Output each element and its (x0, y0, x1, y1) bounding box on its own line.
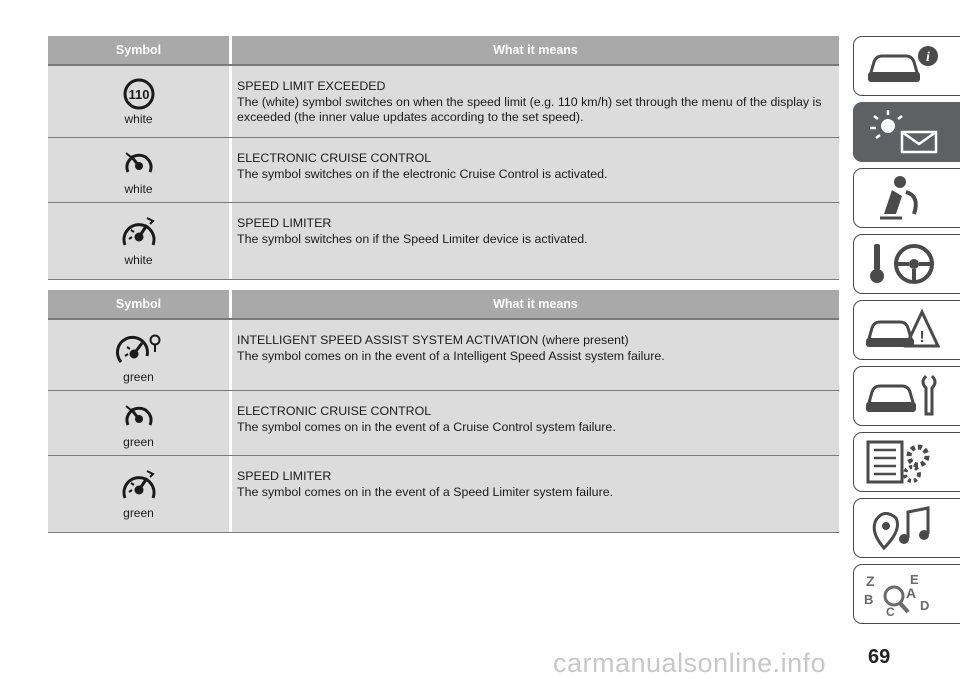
key-steering-wheel-icon (862, 240, 942, 288)
meaning-title: INTELLIGENT SPEED ASSIST SYSTEM ACTIVATION (where present) (237, 333, 629, 347)
header-symbol: Symbol (48, 36, 229, 64)
table-header (48, 290, 839, 320)
meaning-title: SPEED LIMIT EXCEEDED (237, 79, 386, 93)
tab-starting-driving[interactable] (853, 234, 960, 294)
header-symbol: Symbol (48, 290, 229, 318)
symbol-color: white (124, 112, 153, 126)
page-number: 69 (868, 646, 891, 668)
meaning-title: SPEED LIMITER (237, 216, 332, 230)
speed-limit-110-icon (119, 78, 159, 110)
tab-car-info[interactable] (853, 36, 960, 96)
meaning-cell (232, 456, 839, 532)
meaning-title: ELECTRONIC CRUISE CONTROL (237, 404, 432, 418)
tab-technical-data[interactable] (853, 432, 960, 492)
symbol-color: green (123, 506, 154, 520)
symbol-table-1 (48, 36, 839, 280)
svg-text:i: i (926, 50, 930, 65)
meaning-description: The symbol switches on if the electronic Cruise Control is activated. (237, 166, 608, 181)
symbol-cell (48, 320, 229, 390)
warning-light-message-icon (862, 108, 942, 156)
meaning-description: The symbol comes on in the event of a Intelligent Speed Assist system failure. (237, 348, 665, 363)
meaning-description: The symbol switches on if the Speed Limiter device is activated. (237, 231, 588, 246)
tab-multimedia[interactable] (853, 498, 960, 558)
meaning-cell (232, 203, 839, 279)
meaning-title: SPEED LIMITER (237, 469, 332, 483)
car-wrench-icon (862, 372, 942, 420)
symbol-color: white (124, 182, 153, 196)
intelligent-speed-assist-icon (115, 332, 163, 368)
svg-text:Z: Z (866, 573, 875, 589)
meaning-cell (232, 320, 839, 390)
symbol-cell (48, 456, 229, 532)
seat-airbag-icon (862, 174, 942, 222)
symbol-color: green (123, 435, 154, 449)
symbol-cell (48, 138, 229, 202)
meaning-description: The symbol comes on in the event of a Cruise Control system failure. (237, 419, 616, 434)
meaning-description: The symbol comes on in the event of a Speed Limiter system failure. (237, 484, 614, 499)
tab-emergency[interactable] (853, 300, 960, 360)
car-emergency-icon (862, 306, 942, 354)
alphabetical-index-icon (862, 570, 942, 618)
meaning-cell (232, 66, 839, 137)
symbol-cell (48, 203, 229, 279)
tab-safety[interactable] (853, 168, 960, 228)
specs-gear-icon (862, 438, 942, 486)
header-meaning: What it means (232, 290, 839, 318)
meaning-title: ELECTRONIC CRUISE CONTROL (237, 151, 432, 165)
table-row (48, 391, 839, 456)
symbol-cell (48, 391, 229, 455)
symbol-table-2 (48, 290, 839, 533)
svg-text:A: A (906, 585, 917, 601)
meaning-cell (232, 138, 839, 202)
symbol-color: white (124, 253, 153, 267)
svg-text:E: E (910, 572, 919, 587)
car-info-icon (862, 42, 942, 90)
tab-maintenance[interactable] (853, 366, 960, 426)
symbol-color: green (123, 370, 154, 384)
svg-text:B: B (864, 592, 874, 607)
watermark: carmanualsonline.info (553, 648, 827, 678)
svg-text:C: C (886, 605, 895, 618)
table-row (48, 66, 839, 138)
table-row (48, 138, 839, 203)
svg-text:!: ! (919, 329, 925, 346)
cruise-control-icon (119, 150, 159, 180)
header-meaning: What it means (232, 36, 839, 64)
meaning-description: The (white) symbol switches on when the speed limit (e.g. 110 km/h) set through the menu of the display is exceeded (the inner value updates according to the set speed). (237, 94, 822, 124)
table-row (48, 456, 839, 533)
tab-index[interactable] (853, 564, 960, 624)
tab-warning-lights[interactable] (853, 102, 960, 162)
svg-text:D: D (920, 598, 930, 613)
table-row (48, 203, 839, 280)
multimedia-icon (862, 504, 942, 552)
speed-limiter-icon (117, 215, 161, 251)
symbol-cell (48, 66, 229, 137)
meaning-cell (232, 391, 839, 455)
table-row (48, 320, 839, 391)
speed-limit-value: 110 (128, 87, 149, 102)
speed-limiter-icon (117, 468, 161, 504)
cruise-control-icon (119, 403, 159, 433)
table-header (48, 36, 839, 66)
